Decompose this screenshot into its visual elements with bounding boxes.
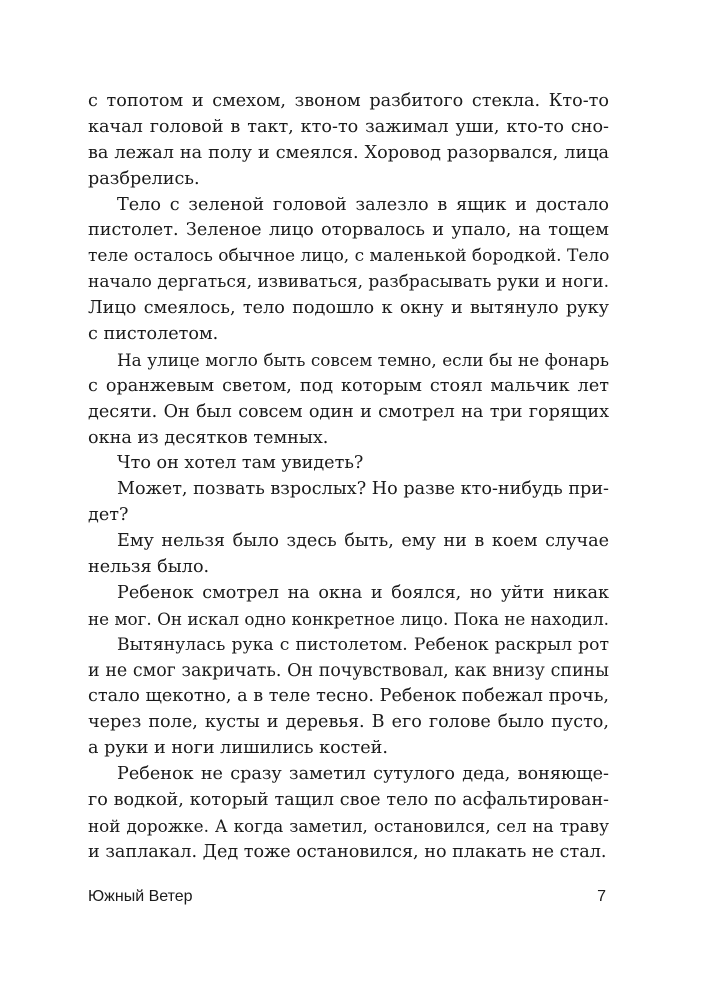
text-line: качал головой в такт, кто-то зажимал уши, кто-то сно- xyxy=(88,116,609,137)
text-line: начало дергаться, извиваться, разбрасывать руки и ноги. xyxy=(88,272,609,293)
text-line: Ребенок смотрел на окна и боялся, но уйти никак xyxy=(117,582,609,603)
text-line: На улице могло быть совсем темно, если бы не фонарь xyxy=(117,349,609,370)
text-line: Может, позвать взрослых? Но разве кто-нибудь при- xyxy=(117,479,609,500)
text-line: а руки и ноги лишились костей. xyxy=(88,738,389,759)
text-line: окна из десятков темных. xyxy=(88,427,329,448)
text-line: с пистолетом. xyxy=(88,324,219,345)
text-line: Ему нельзя было здесь быть, ему ни в коем случае xyxy=(117,531,609,552)
text-line: Ребенок не сразу заметил сутулого деда, воняюще- xyxy=(117,764,609,785)
text-line: Что он хотел там увидеть? xyxy=(117,453,364,474)
text-line: теле осталось обычное лицо, с маленькой бородкой. Тело xyxy=(88,246,610,267)
text-line: ной дорожке. А когда заметил, остановился, сел на траву xyxy=(88,815,609,836)
running-footer-title: Южный Ветер xyxy=(88,888,193,905)
text-line: с топотом и смехом, звоном разбитого стекла. Кто-то xyxy=(88,91,609,111)
text-line: нельзя было. xyxy=(88,557,210,578)
text-line: ва лежал на полу и смеялся. Хоровод разорвался, лица xyxy=(88,142,609,163)
body-text xyxy=(88,89,609,866)
text-line: Лицо смеялось, тело подошло к окну и вытянуло руку xyxy=(88,298,609,319)
text-line: стало щекотно, а в теле тесно. Ребенок побежал прочь, xyxy=(88,686,609,707)
text-line: дет? xyxy=(88,505,129,526)
text-line: Вытянулась рука с пистолетом. Ребенок раскрыл рот xyxy=(117,634,609,655)
text-line: и заплакал. Дед тоже остановился, но плакать не стал. xyxy=(88,841,607,862)
text-line: го водкой, который тащил свое тело по асфальтирован- xyxy=(88,790,609,811)
text-line: десяти. Он был совсем один и смотрел на три горящих xyxy=(88,401,609,422)
text-line: разбрелись. xyxy=(88,168,200,189)
text-line: пистолет. Зеленое лицо оторвалось и упало, на тощем xyxy=(88,220,609,241)
text-line: через поле, кусты и деревья. В его голове было пусто, xyxy=(88,712,609,733)
text-line: и не смог закричать. Он почувствовал, как внизу спины xyxy=(88,660,609,681)
text-line: с оранжевым светом, под которым стоял мальчик лет xyxy=(88,375,609,396)
text-line: Тело с зеленой головой залезло в ящик и достало xyxy=(117,194,609,215)
text-line: не мог. Он искал одно конкретное лицо. Пока не находил. xyxy=(88,608,609,629)
page-number: 7 xyxy=(597,888,606,905)
